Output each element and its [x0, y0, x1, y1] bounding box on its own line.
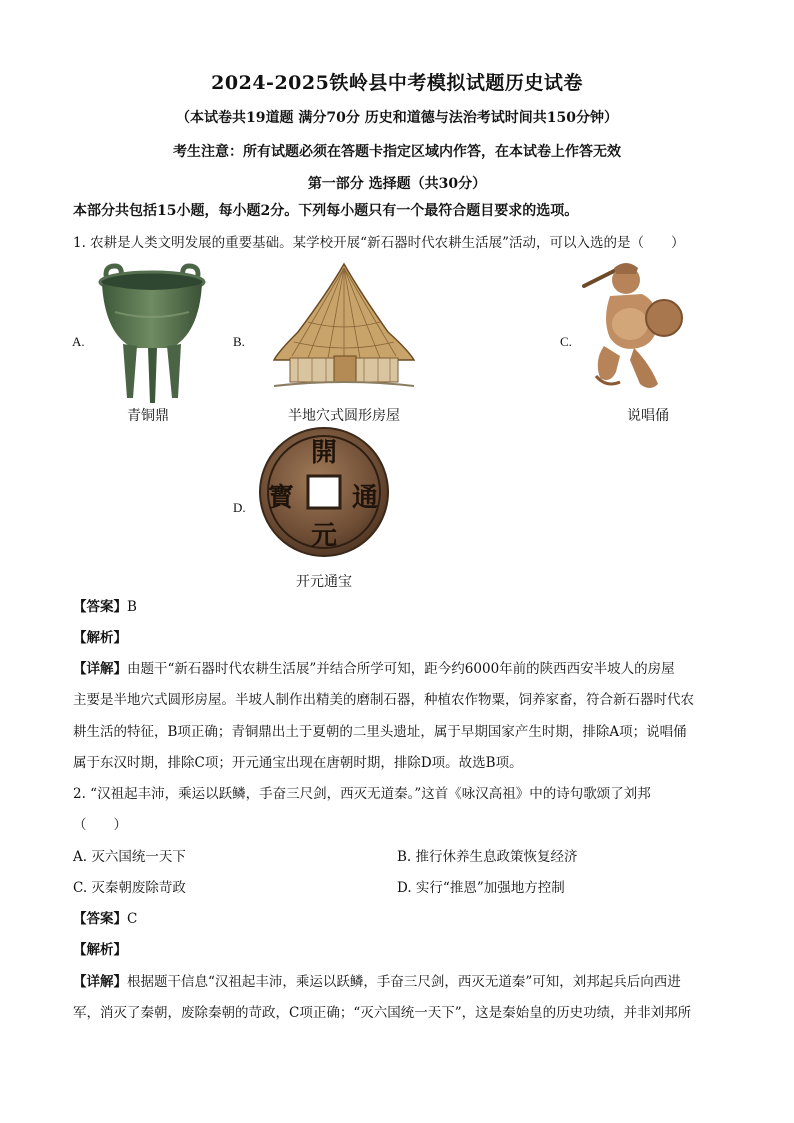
coin-char-top: 開 — [310, 438, 337, 468]
coin-char-left: 寳 — [267, 483, 294, 513]
q2-detail-text-1: 根据题干信息“汉祖起丰沛，乘运以跃鳞，手奋三尺剑，西灭无道秦”可知，刘邦起兵后向西进 — [127, 974, 681, 990]
q2-detail-line-2: 军，消灭了秦朝，废除秦朝的苛政，C项正确；“灭六国统一天下”，这是秦始皇的历史功绩，并非刘邦所 — [73, 1005, 692, 1021]
q2-option-a[interactable]: A. 灭六国统一天下 — [73, 849, 186, 865]
question-2-stem: 2. “汉祖起丰沛，乘运以跃鳞，手奋三尺剑，西灭无道秦。”这首《咏汉高祖》中的诗句歌颂了刘邦 — [73, 786, 651, 802]
q2-analysis-tag: 【解析】 — [73, 942, 127, 958]
q1-answer-value: B — [127, 599, 137, 615]
option-a-letter[interactable]: A. — [72, 334, 85, 349]
q2-option-b[interactable]: B. 推行休养生息政策恢复经济 — [397, 849, 578, 865]
option-a-caption: 青铜鼎 — [127, 408, 169, 424]
round-hut-icon — [268, 262, 420, 392]
q1-detail-line-1 — [73, 661, 675, 677]
option-d-caption: 开元通宝 — [296, 574, 352, 590]
coin-char-bottom: 元 — [310, 521, 337, 551]
q1-analysis-tag: 【解析】 — [73, 630, 127, 646]
option-d-letter[interactable]: D. — [233, 500, 246, 515]
q1-answer — [73, 599, 137, 615]
coin-char-right: 通 — [351, 483, 378, 513]
candidate-notice: 考生注意：所有试题必须在答题卡指定区域内作答，在本试卷上作答无效 — [173, 144, 621, 160]
storyteller-figurine-icon — [580, 260, 692, 400]
question-1-stem: 1. 农耕是人类文明发展的重要基础。某学校开展“新石器时代农耕生活展”活动，可以入选的是（ ） — [73, 235, 685, 251]
exam-info: （本试卷共19道题 满分70分 历史和道德与法治考试时间共150分钟） — [176, 110, 618, 126]
option-b-letter[interactable]: B. — [233, 334, 245, 349]
q1-detail-line-4: 属于东汉时期，排除C项；开元通宝出现在唐朝时期，排除D项。故选B项。 — [73, 755, 523, 771]
page-title: 2024-2025铁岭县中考模拟试题历史试卷 — [211, 72, 583, 94]
q1-detail-text-1: 由题干“新石器时代农耕生活展”并结合所学可知，距今约6000年前的陕西西安半坡人的房屋 — [127, 661, 675, 677]
q1-answer-tag: 【答案】 — [73, 599, 127, 615]
q2-answer-value: C — [127, 911, 138, 927]
q2-option-d[interactable]: D. 实行“推恩”加强地方控制 — [397, 880, 565, 896]
section-instructions: 本部分共包括15小题，每小题2分。下列每小题只有一个最符合题目要求的选项。 — [73, 203, 579, 219]
option-b-caption: 半地穴式圆形房屋 — [288, 408, 400, 424]
q1-detail-line-2: 主要是半地穴式圆形房屋。半坡人制作出精美的磨制石器，种植农作物粟，饲养家畜，符合新石器时代农 — [73, 692, 694, 708]
q2-answer — [73, 911, 137, 927]
q1-detail-line-3: 耕生活的特征，B项正确；青铜鼎出土于夏朝的二里头遗址，属于早期国家产生时期，排除A项；说唱俑 — [73, 724, 687, 740]
option-c-caption: 说唱俑 — [627, 408, 669, 424]
part-heading: 第一部分 选择题（共30分） — [307, 176, 487, 192]
q2-detail-tag: 【详解】 — [73, 974, 127, 990]
q2-answer-tag: 【答案】 — [73, 911, 127, 927]
bronze-ding-icon — [93, 262, 211, 404]
q2-option-c[interactable]: C. 灭秦朝废除苛政 — [73, 880, 186, 896]
q1-detail-tag: 【详解】 — [73, 661, 127, 677]
q2-detail-line-1 — [73, 974, 681, 990]
question-2-blank: （ ） — [73, 817, 127, 833]
option-c-letter[interactable]: C. — [560, 334, 572, 349]
